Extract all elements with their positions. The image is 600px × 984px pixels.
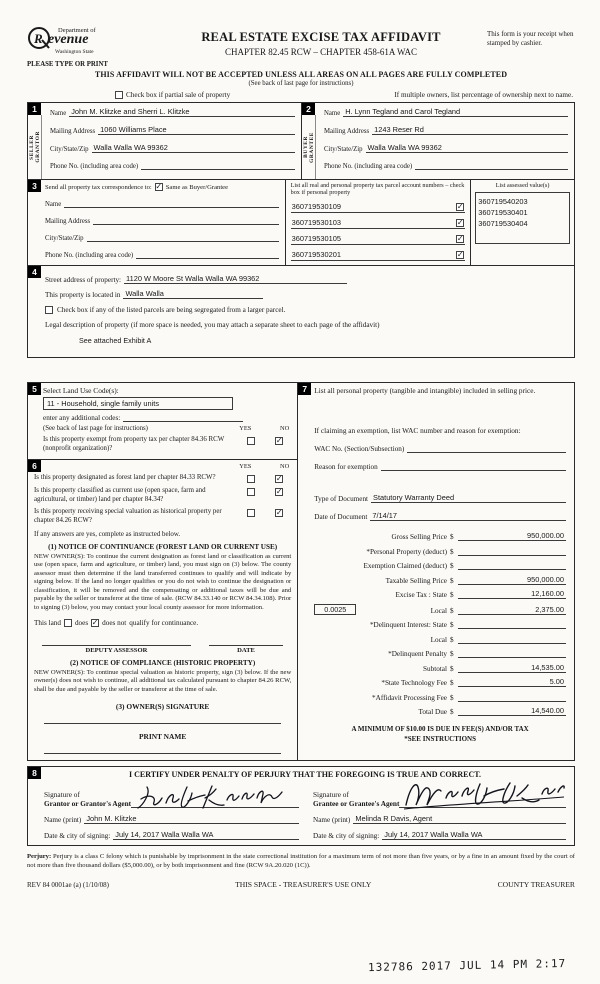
assessed-value-2: 360719530401 — [478, 208, 528, 218]
completion-warning: THIS AFFIDAVIT WILL NOT BE ACCEPTED UNLESS ALL AREAS ON ALL PAGES ARE FULLY COMPLETED — [94, 70, 508, 79]
buyer-name-label: Name — [324, 110, 341, 117]
grantee-date-city-label: Date & city of signing: — [313, 832, 380, 841]
exempt-yes-checkbox[interactable] — [247, 437, 255, 445]
excise-tax-computation: Gross Selling Price $ 950,000.00 *Personal Property (deduct) $ Exemption Claimed (deduct) $ Taxable Selling Price $ 950,000.00 Excise Tax : State $ 12,160.00 0.0025 Local $ 2,375.00 *Delinquent Interest: State $ Local $ *Delinquent Penalty $ Subtotal $ 14,535.00 *State Technology Fee $ 5.00 *Affidavit Processing Fee $ Total Due $ 14,540.00 — [314, 527, 566, 717]
see-back-instructions-note: (See back of last page for instructions) — [43, 424, 148, 432]
parcel-numbers-header: List all real and personal property tax parcel account numbers – check box if personal property — [290, 182, 465, 197]
see-back-note: (See back of last page for instructions) — [248, 80, 354, 87]
historic-yes-checkbox[interactable] — [247, 509, 255, 517]
partial-sale-label: Check box if partial sale of property — [126, 91, 231, 99]
grantor-signature-line[interactable] — [131, 782, 299, 808]
corr-phone-field[interactable] — [136, 250, 278, 259]
current-use-no-checkbox[interactable]: ✓ — [275, 487, 283, 497]
corr-name-label: Name — [45, 201, 62, 208]
partial-sale-checkbox[interactable] — [115, 91, 123, 99]
buyer-name-field[interactable]: H. Lynn Tegland and Carol Tegland — [343, 107, 568, 117]
seller-phone-label: Phone No. (including area code) — [50, 163, 139, 170]
parcel-1-personal-checkbox[interactable]: ✓ — [456, 201, 464, 211]
yes-column-label: YES — [239, 463, 252, 471]
located-in-field[interactable]: Walla Walla — [123, 289, 263, 299]
exempt-no-checkbox[interactable]: ✓ — [275, 435, 283, 445]
grantee-signature-line[interactable] — [399, 782, 566, 808]
does-not-label: does not — [102, 618, 127, 627]
document-date-field[interactable]: 7/14/17 — [370, 511, 566, 521]
grantor-name-print-field[interactable]: John M. Klitzke — [84, 814, 299, 824]
wac-number-field[interactable] — [407, 444, 566, 453]
grantor-date-city-field[interactable]: July 14, 2017 Walla Walla WA — [113, 830, 299, 840]
grantee-date-city-field[interactable]: July 14, 2017 Walla Walla WA — [382, 830, 566, 840]
section-1-badge: 1 — [28, 103, 41, 115]
excise-tax-local-field[interactable]: 2,375.00 — [458, 605, 566, 615]
excise-tax-state-field[interactable]: 12,160.00 — [458, 589, 566, 599]
exemption-reason-label: Reason for exemption — [314, 462, 378, 471]
grantee-name-print-field[interactable]: Melinda R Davis, Agent — [353, 814, 566, 824]
seller-phone-field[interactable] — [141, 161, 295, 170]
section-8-badge: 8 — [28, 767, 41, 779]
exemption-instruction: If claiming an exemption, list WAC number and reason for exemption: — [314, 425, 521, 435]
washington-state-label: Washington State — [55, 49, 94, 55]
svg-text:R: R — [34, 31, 43, 46]
grantee-signature — [401, 779, 566, 813]
seller-grantor-side-label: SELLER GRANTOR — [28, 115, 42, 179]
grantor-date-city-label: Date & city of signing: — [44, 832, 111, 841]
additional-codes-label: enter any additional codes: — [43, 413, 121, 422]
historic-no-checkbox[interactable]: ✓ — [275, 508, 283, 518]
notice-continuance-title: (1) NOTICE OF CONTINUANCE (FOREST LAND OR CURRENT USE) — [48, 542, 278, 551]
parcel-number-3[interactable]: 360719530105 — [291, 233, 341, 243]
exemption-claimed-field[interactable] — [458, 560, 566, 570]
personal-property-instruction: List all personal property (tangible and intangible) included in selling price. — [314, 385, 536, 395]
delinquent-penalty-field[interactable] — [458, 648, 566, 658]
buyer-mailing-field[interactable]: 1243 Reser Rd — [372, 125, 568, 135]
signature-of-label: Signature of — [44, 790, 80, 800]
qualify-label: qualify for continuance. — [129, 618, 199, 627]
perjury-certification-heading: I CERTIFY UNDER PENALTY OF PERJURY THAT THE FOREGOING IS TRUE AND CORRECT. — [128, 770, 481, 780]
certification-section — [27, 766, 575, 846]
historic-property-question: Is this property receiving special valuation as historical property per chapter 84.26 RCW? — [34, 508, 222, 524]
corr-city-field[interactable] — [87, 233, 279, 242]
delinquent-interest-local-field[interactable] — [458, 634, 566, 644]
parties-section — [27, 102, 575, 180]
perjury-statement: Perjury: Perjury is a class C felony which is punishable by imprisonment in the state correctional institution for a maximum term of not more than five years, or by a fine in an amount fixed by the court of not more than five thousand dollars ($5,000.00), or by both imprisonment and fine (RCW 9A.20.020 (1C)). — [27, 853, 575, 870]
buyer-phone-label: Phone No. (including area code) — [324, 163, 413, 170]
taxable-selling-price-field[interactable]: 950,000.00 — [458, 575, 566, 585]
land-designation-section — [27, 460, 298, 761]
section-2-badge: 2 — [302, 103, 315, 115]
this-land-label: This land — [34, 618, 61, 627]
does-label: does — [74, 618, 89, 627]
form-revision-number: REV 84 0001ae (a) (1/10/08) — [27, 880, 109, 889]
section-5-badge: 5 — [28, 383, 41, 395]
wac-number-label: WAC No. (Section/Subsection) — [314, 444, 405, 453]
parcel-number-1[interactable]: 360719530109 — [291, 201, 341, 211]
parcel-row — [291, 234, 466, 245]
send-correspondence-label: Send all property tax correspondence to: — [45, 183, 152, 191]
assessed-value-3: 360719530404 — [478, 219, 528, 229]
personal-property-deduct-field[interactable] — [458, 546, 566, 556]
notice-compliance-text: NEW OWNER(S): To continue special valuation as historic property, sign (3) below. If the new owner(s) does not wish to continue, all additional tax calculated pursuant to chapter 84.26 RCW, shall be due and payable by the seller or transferor at the time of sale. — [34, 668, 292, 693]
deputy-assessor-signline[interactable]: DEPUTY ASSESSOR — [42, 645, 191, 654]
buyer-mailing-label: Mailing Address — [324, 128, 370, 135]
buyer-box — [301, 103, 574, 179]
property-address-section — [27, 266, 575, 358]
notice-continuance-text: NEW OWNER(S): To continue the current designation as forest land or classification as current use (open space, farm and agriculture, or timber) land, you must sign on (3) below. The county assessor must then determine if the land transferred continues to qualify and will indicate by signing below. If the land no longer qualifies or you do not wish to continue the designation or classification, it will be removed and the compensating or additional taxes will be due and payable by the seller or transferor at the time of sale. (RCW 84.33.140 or RCW 84.34.108). Prior to signing (3) below, you may contact your local county assessor for more information. — [34, 552, 292, 611]
please-type-label: PLEASE TYPE OR PRINT — [27, 61, 108, 68]
parcel-row — [291, 218, 466, 229]
exemption-reason-field[interactable] — [381, 462, 566, 471]
section-6-badge: 6 — [28, 460, 41, 472]
chapter-subtitle: CHAPTER 82.45 RCW – CHAPTER 458-61A WAC — [225, 47, 417, 57]
buyer-city-field[interactable]: Walla Walla WA 99362 — [366, 143, 568, 153]
current-use-question: Is this property classified as current use (open space, farm and agricultural, or timber) land per chapter 84.34? — [34, 487, 206, 503]
assessed-values-box[interactable] — [475, 192, 570, 244]
corr-phone-label: Phone No. (including area code) — [45, 252, 134, 259]
grantor-agent-label: Grantor or Grantor's Agent — [44, 799, 132, 809]
parcel-2-personal-checkbox[interactable]: ✓ — [456, 217, 464, 227]
if-yes-note: If any answers are yes, complete as instructed below. — [34, 530, 181, 538]
subtotal-field[interactable]: 14,535.00 — [458, 663, 566, 673]
receipt-note: This form is your receipt when stamped by cashier. — [487, 30, 574, 47]
owner-signature-label: (3) OWNER(S) SIGNATURE — [115, 702, 210, 712]
parcel-4-personal-checkbox[interactable]: ✓ — [456, 249, 464, 259]
affidavit-processing-fee-field[interactable] — [458, 692, 566, 702]
assessor-date-signline[interactable]: DATE — [209, 645, 283, 654]
form-footer — [27, 880, 575, 889]
affidavit-form — [27, 26, 575, 889]
cashier-date-stamp: 132786 2017 JUL 14 PM 2:17 — [367, 956, 567, 975]
no-column-label: NO — [280, 424, 290, 432]
seller-mailing-field[interactable]: 1060 Williams Place — [98, 125, 295, 135]
does-not-qualify-checkbox[interactable]: ✓ — [91, 617, 99, 627]
seller-city-field[interactable]: Walla Walla WA 99362 — [92, 143, 295, 153]
same-as-buyer-label: Same as Buyer/Grantee — [165, 183, 229, 191]
print-name-line[interactable] — [44, 741, 281, 754]
seller-mailing-label: Mailing Address — [50, 128, 96, 135]
segregated-checkbox[interactable] — [45, 306, 53, 314]
form-header — [27, 26, 575, 68]
nonprofit-exempt-question: Is this property exempt from property tax per chapter 84.36 RCW (nonprofit organization)? — [43, 435, 225, 452]
current-use-yes-checkbox[interactable] — [247, 488, 255, 496]
continuance-qualify-row — [34, 619, 291, 627]
grantee-agent-label: Grantee or Grantee's Agent — [313, 799, 400, 809]
grantor-signature-block — [44, 782, 305, 840]
land-use-label: Select Land Use Code(s): — [43, 385, 119, 395]
multiple-owners-note: If multiple owners, list percentage of ownership next to name. — [394, 91, 573, 99]
document-type-field[interactable]: Statutory Warranty Deed — [371, 493, 566, 503]
partial-sale-row — [27, 91, 575, 101]
forest-no-checkbox[interactable]: ✓ — [275, 474, 283, 484]
corr-name-field[interactable] — [64, 199, 278, 208]
forest-yes-checkbox[interactable] — [247, 475, 255, 483]
grantor-name-print-label: Name (print) — [44, 816, 82, 825]
corr-mailing-label: Mailing Address — [45, 218, 91, 225]
parcel-3-personal-checkbox[interactable]: ✓ — [456, 233, 464, 243]
buyer-phone-field[interactable] — [415, 161, 568, 170]
document-date-label: Date of Document — [314, 512, 368, 521]
seller-city-label: City/State/Zip — [50, 146, 89, 153]
located-in-label: This property is located in — [45, 290, 121, 299]
seller-name-field[interactable]: John M. Klitzke and Sherri L. Klitzke — [69, 107, 295, 117]
legal-description-label: Legal description of property (if more space is needed, you may attach a separate sheet to each page of the affidavit) — [45, 320, 380, 329]
same-as-buyer-checkbox[interactable]: ✓ — [155, 182, 163, 191]
does-qualify-checkbox[interactable] — [64, 619, 72, 627]
delinquent-interest-state-field[interactable] — [458, 619, 566, 629]
assessed-value-1: 360719540203 — [478, 197, 528, 207]
minimum-due-note: A MINIMUM OF $10.00 IS DUE IN FEE(S) AND/OR TAX — [351, 725, 529, 734]
forest-land-question: Is this property designated as forest land per chapter 84.33 RCW? — [34, 474, 216, 482]
legal-description-value[interactable]: See attached Exhibit A — [79, 335, 152, 345]
county-treasurer-label: COUNTY TREASURER — [497, 880, 575, 890]
assessed-values-header: List assessed value(s) — [495, 182, 550, 189]
parcel-row — [291, 202, 466, 213]
print-name-label: PRINT NAME — [138, 732, 187, 742]
yes-column-label: YES — [239, 424, 252, 432]
seller-box — [28, 103, 301, 179]
segregated-label: Check box if any of the listed parcels are being segregated from a larger parcel. — [57, 305, 286, 314]
corr-city-label: City/State/Zip — [45, 235, 84, 242]
dept-of-label: Department of — [58, 27, 96, 34]
section-3-badge: 3 — [28, 180, 41, 192]
street-address-label: Street address of property: — [45, 275, 122, 284]
revenue-label: evenue — [48, 32, 89, 47]
owner-signature-line[interactable] — [44, 711, 281, 724]
street-address-field[interactable]: 1120 W Moore St Walla Walla WA 99362 — [124, 274, 347, 284]
total-due-field[interactable]: 14,540.00 — [458, 706, 566, 716]
seller-name-label: Name — [50, 110, 67, 117]
corr-mailing-field[interactable] — [93, 216, 278, 225]
buyer-city-label: City/State/Zip — [324, 146, 363, 153]
no-column-label: NO — [280, 463, 290, 471]
buyer-grantee-side-label: BUYER GRANTEE — [302, 115, 316, 179]
gross-selling-price-field[interactable]: 950,000.00 — [458, 531, 566, 541]
treasurer-use-label: THIS SPACE - TREASURER'S USE ONLY — [235, 880, 372, 890]
parcel-row — [291, 250, 466, 261]
land-use-code-select[interactable]: 11 - Household, single family units — [43, 397, 233, 410]
land-use-section — [27, 382, 298, 460]
grantor-signature — [133, 783, 283, 813]
additional-codes-field[interactable] — [123, 414, 243, 422]
notice-compliance-title: (2) NOTICE OF COMPLIANCE (HISTORIC PROPERTY) — [70, 658, 256, 667]
dor-logo-block — [27, 26, 155, 68]
signature-of-label: Signature of — [313, 790, 349, 800]
section-4-badge: 4 — [28, 266, 41, 278]
grantee-name-print-label: Name (print) — [313, 816, 351, 825]
local-rate-box: 0.0025 — [314, 604, 356, 615]
tax-correspondence-section — [27, 180, 575, 266]
parcel-number-2[interactable]: 360719530103 — [291, 217, 341, 227]
grantee-signature-block — [305, 782, 566, 840]
page-title: REAL ESTATE EXCISE TAX AFFIDAVIT — [201, 30, 441, 44]
state-technology-fee-field[interactable]: 5.00 — [458, 677, 566, 687]
section-7-badge: 7 — [298, 383, 311, 395]
selling-price-section — [298, 382, 575, 761]
parcel-number-4[interactable]: 360719530201 — [291, 249, 341, 259]
see-instructions-note: *SEE INSTRUCTIONS — [404, 735, 476, 744]
document-type-label: Type of Document — [314, 494, 369, 503]
